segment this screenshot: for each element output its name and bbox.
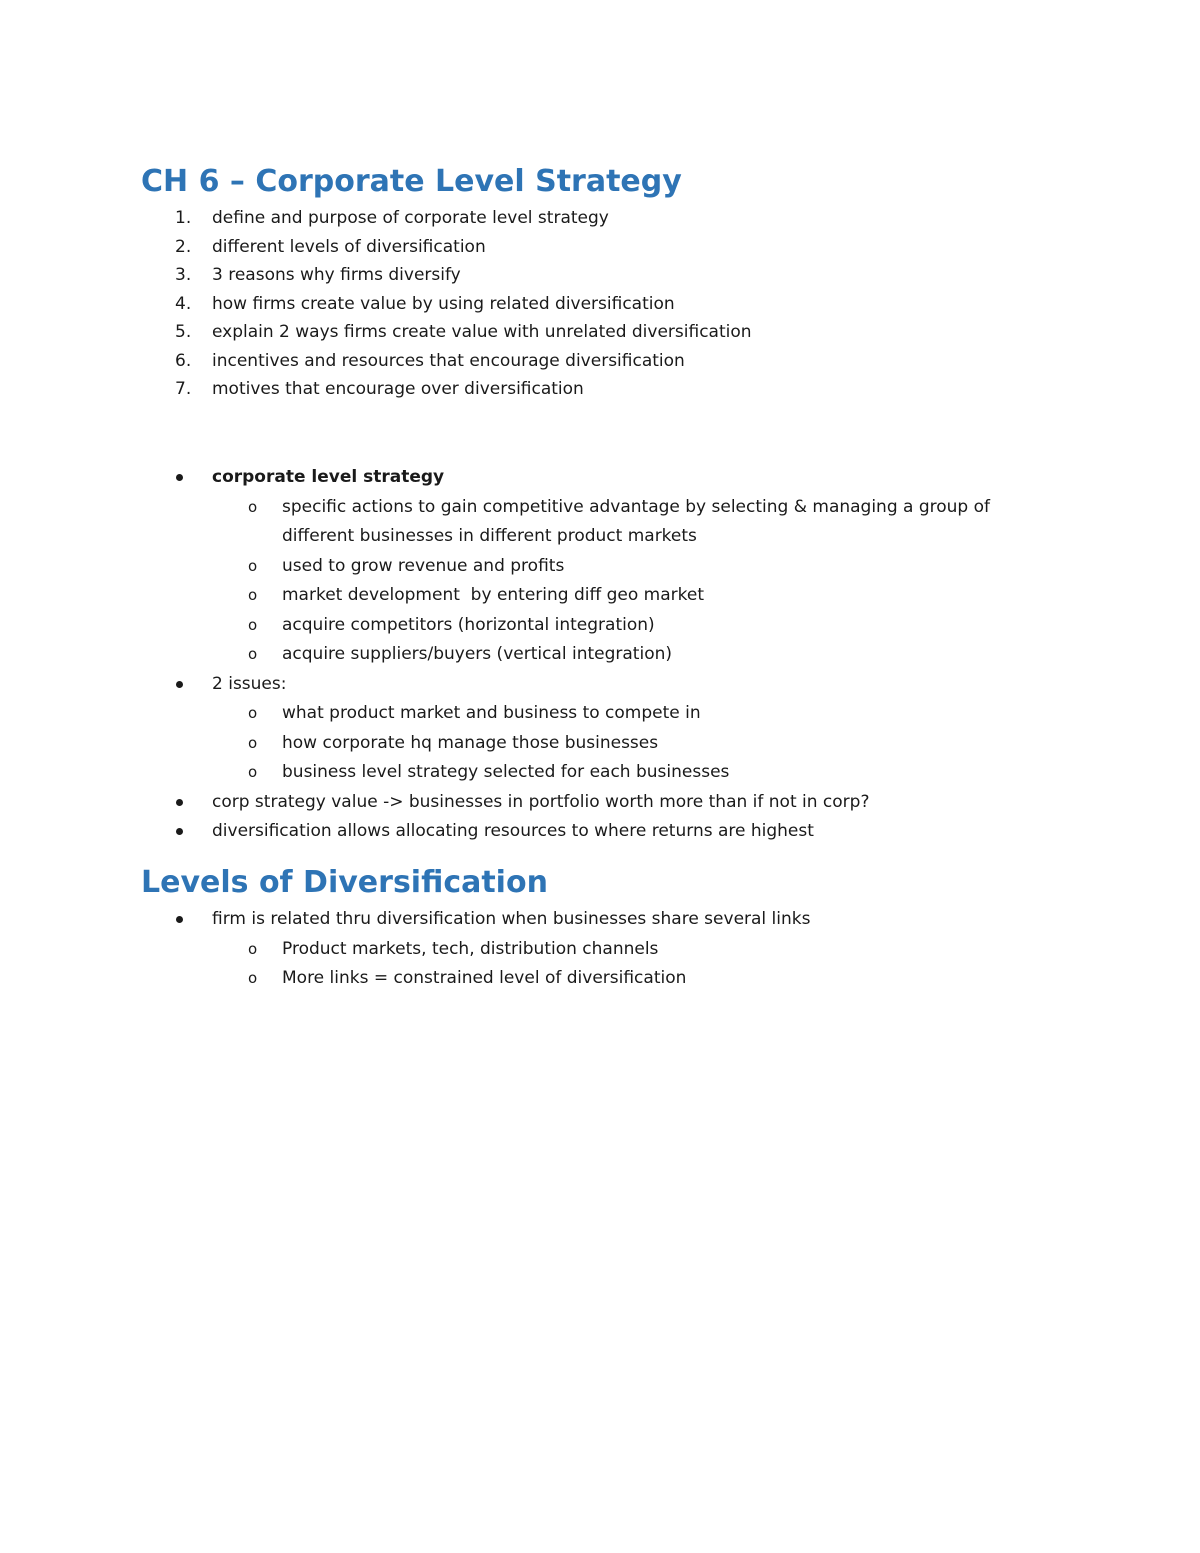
sub-bullet-text: More links = constrained level of diversification [282,968,687,988]
list-number: 5. [175,322,192,342]
list-item-text: motives that encourage over diversification [212,379,584,399]
bullet-text: 2 issues: [212,673,287,694]
list-number: 2. [175,236,192,257]
bullet-text: corporate level strategy [212,467,445,487]
section-heading: Levels of Diversification [141,865,548,900]
sub-bullet-marker-icon: o [248,969,258,987]
list-number: 1. [175,208,192,228]
sub-bullet-text: what product market and business to compete in [282,703,701,723]
bullet-text: corp strategy value -> businesses in portfolio worth more than if not in corp? [212,791,870,812]
sub-bullet-text: business level strategy selected for each businesses [282,762,730,782]
sub-bullet-text: Product markets, tech, distribution channels [282,938,659,959]
sub-bullet-marker-icon: o [248,939,258,958]
bullet-dot-icon [176,474,183,481]
list-number: 3. [175,265,192,285]
list-item-text: explain 2 ways firms create value with unrelated diversification [212,322,752,342]
bullet-dot-icon [176,799,183,806]
list-number: 7. [175,379,192,399]
bullet-dot-icon [176,681,183,688]
list-item-text: how firms create value by using related diversification [212,293,675,314]
page-title: CH 6 – Corporate Level Strategy [141,164,682,199]
bullet-dot-icon [176,916,183,923]
list-item-text: 3 reasons why firms diversify [212,265,461,285]
sub-bullet-marker-icon: o [248,733,258,752]
list-item-text: different levels of diversification [212,236,486,257]
sub-bullet-marker-icon: o [248,645,258,663]
sub-bullet-text: how corporate hq manage those businesses [282,732,659,753]
sub-bullet-text: acquire competitors (horizontal integration) [282,614,655,635]
sub-bullet-marker-icon: o [248,763,258,781]
sub-bullet-marker-icon: o [248,556,258,575]
sub-bullet-text: used to grow revenue and profits [282,555,565,576]
sub-bullet-text: acquire suppliers/buyers (vertical integration) [282,644,672,664]
sub-bullet-marker-icon: o [248,704,258,722]
bullet-text: diversification allows allocating resources to where returns are highest [212,821,814,841]
list-number: 6. [175,350,192,371]
bullet-dot-icon [176,828,183,835]
sub-bullet-text: specific actions to gain competitive advantage by selecting & managing a group of different businesses in different product markets [282,496,991,546]
sub-bullet-text: market development by entering diff geo market [282,585,704,605]
sub-bullet-marker-icon: o [248,615,258,634]
list-item-text: define and purpose of corporate level strategy [212,208,609,228]
list-item-text: incentives and resources that encourage diversification [212,350,685,371]
bullet-text: firm is related thru diversification when businesses share several links [212,909,811,929]
sub-bullet-marker-icon: o [248,497,258,516]
sub-bullet-marker-icon: o [248,586,258,604]
list-number: 4. [175,293,192,314]
